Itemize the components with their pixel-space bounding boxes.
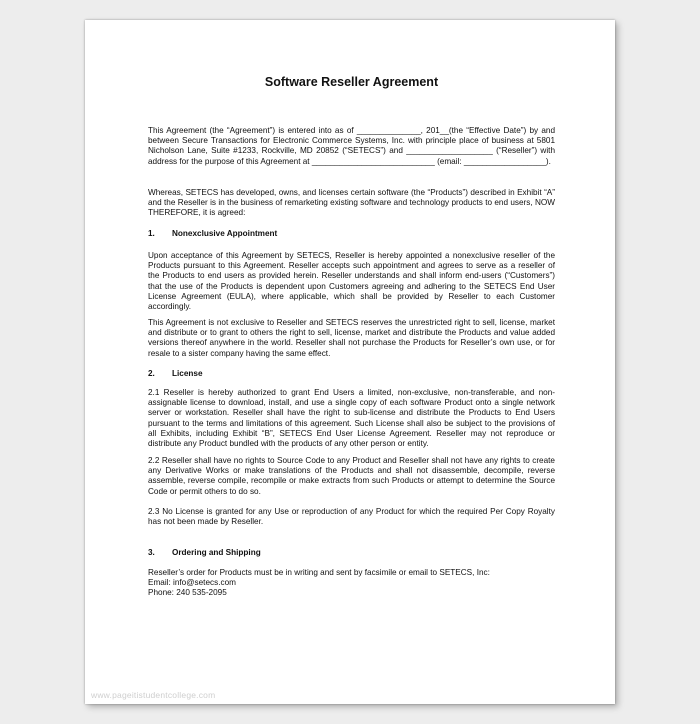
whereas-paragraph: Whereas, SETECS has developed, owns, and licenses certain software (the “Products”) described in Exhibit “A” and the Reseller is in the business of remarketing existing software and technology products to end users, NOW THEREFORE, it is agreed: <box>148 188 555 218</box>
section-2-paragraph-3: 2.3 No License is granted for any Use or reproduction of any Product for which the required Per Copy Royalty has not been made by Reseller. <box>148 507 555 527</box>
intro-paragraph: This Agreement (the “Agreement”) is entered into as of ______________, 201__(the “Effective Date”) by and between Secure Transactions for Electronic Commerce Systems, Inc. with principle place of business at 5801 Nicholson Lane, Suite #1233, Rockville, MD 20852 (“SETECS”) and ___________________ (“Reseller”) with address for the purpose of this Agreement at ___________________________ (email: __________________). <box>148 126 555 166</box>
ordering-contact-block <box>148 568 555 599</box>
section-1-paragraph-1: Upon acceptance of this Agreement by SETECS, Reseller is hereby appointed a nonexclusive reseller of the Products pursuant to this Agreement. Reseller accepts such appointment and agrees to serve as a reseller of the Products to end users as provided herein. Reseller understands and shall inform end-users (“Customers”) that the use of the Products is dependent upon Customers agreeing and adhering to the SETECS End User License Agreement (EULA), where applicable, which shall be provided by Reseller to each Customer accordingly. <box>148 251 555 312</box>
contact-email: Email: info@setecs.com <box>148 578 236 588</box>
section-number: 3. <box>148 548 155 557</box>
section-2-paragraph-2: 2.2 Reseller shall have no rights to Source Code to any Product and Reseller shall not have any rights to create any Derivative Works or make translations of the Products and shall not disassemble, decompile, reverse assemble, reverse compile, recompile or make extracts from such Products or attempt to determine the Source Code or permit others to do so. <box>148 456 555 496</box>
section-number: 2. <box>148 369 155 378</box>
section-heading-3 <box>148 548 555 557</box>
section-2-paragraph-1: 2.1 Reseller is hereby authorized to grant End Users a limited, non-exclusive, non-transferable, and non-assignable license to download, install, and use a single copy of each software Product onto a single network server or workstation. Reseller shall have the right to sub-license and distribute the Products to End Users pursuant to the terms and limitations of this agreement. Such License shall also be subject to the provisions of all Exhibits, including Exhibit “B”, SETECS End User License Agreement. Reseller may not reproduce or distribute any Product bundled with the products of any other person or entity. <box>148 388 555 449</box>
section-1-paragraph-2: This Agreement is not exclusive to Reseller and SETECS reserves the unrestricted right to sell, license, market and distribute or to grant to others the right to sell, license, market and distribute the Products and value added versions thereof anywhere in the world. Reseller shall not purchase the Products for Reseller’s own use, or for resale to a sister company having the same effect. <box>148 318 555 358</box>
document-title: Software Reseller Agreement <box>264 75 439 89</box>
section-heading-2 <box>148 369 555 378</box>
contact-phone: Phone: 240 535-2095 <box>148 588 227 598</box>
ordering-paragraph: Reseller’s order for Products must be in writing and sent by facsimile or email to SETECS, Inc: <box>148 568 490 577</box>
section-title: License <box>172 369 203 378</box>
document-page <box>85 20 615 704</box>
section-title: Ordering and Shipping <box>172 548 261 557</box>
section-number: 1. <box>148 229 155 238</box>
section-heading-1 <box>148 229 555 238</box>
section-title: Nonexclusive Appointment <box>172 229 278 238</box>
watermark-text: www.pageitistudentcollege.com <box>91 690 216 700</box>
